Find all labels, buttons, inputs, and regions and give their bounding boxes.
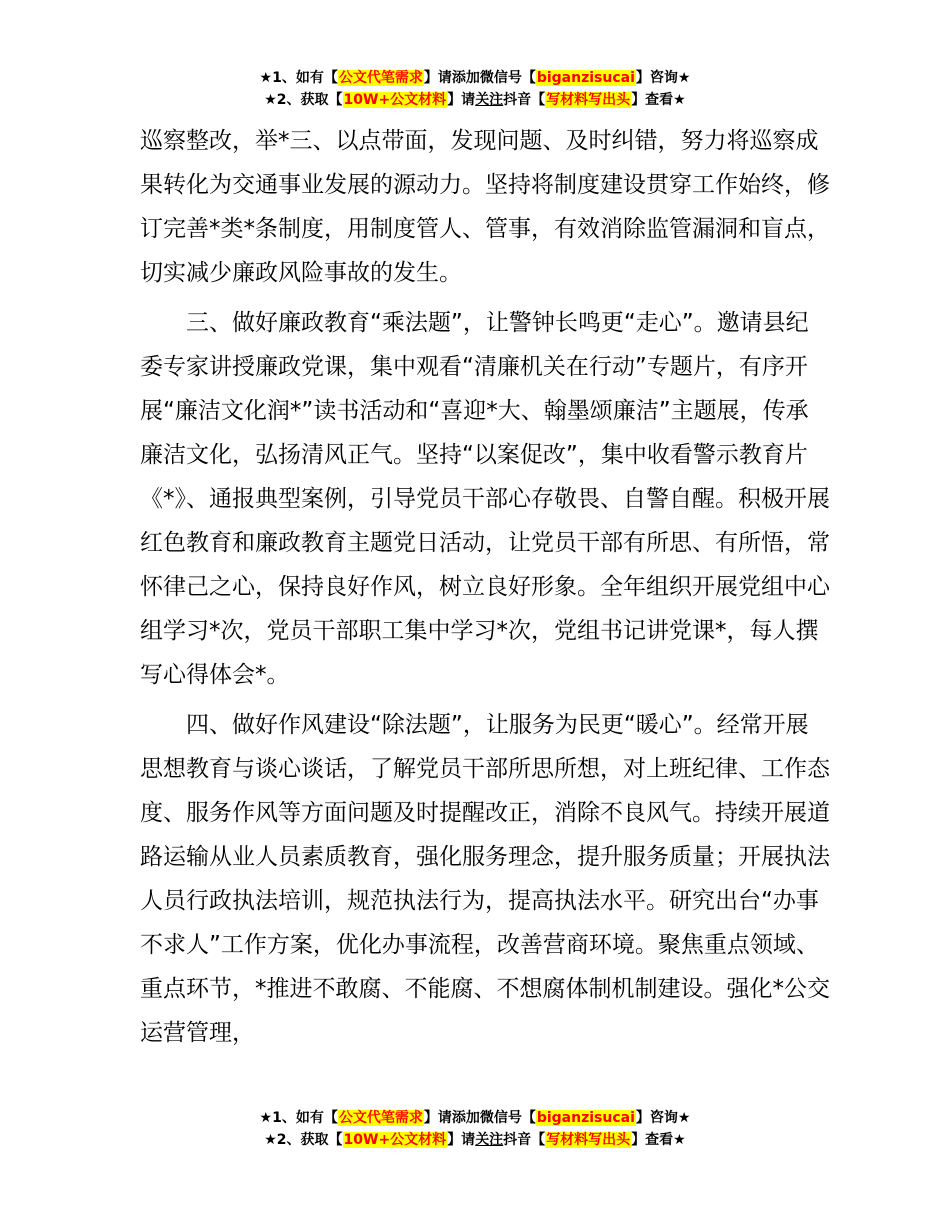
footer-line-1-mid: 】请添加微信号【 [423,1110,536,1126]
footer-line-2-suffix: 】查看★ [631,1132,686,1148]
header-line-1-prefix: ★1、如有【 [259,70,338,86]
header-banner [0,67,950,111]
paragraph-section-three: 三、做好廉政教育“乘法题”，让警钟长鸣更“走心”。邀请县纪委专家讲授廉政党课，集中观看“清廉机关在行动”专题片，有序开展“廉洁文化润*”读书活动和“喜迎*大、翰墨颂廉洁”主题展，传承廉洁文化，弘扬清风正气。坚持“以案促改”，集中收看警示教育片《*》、通报典型案例，引导党员干部心存敬畏、自警自醒。积极开展红色教育和廉政教育主题党日活动，让党员干部有所思、有所悟，常怀律己之心，保持良好作风，树立良好形象。全年组织开展党组中心组学习*次，党员干部职工集中学习*次，党组书记讲党课*，每人撰写心得体会*。 [140,310,830,688]
header-line-1-suffix: 】咨询★ [635,70,691,86]
footer-line-1-suffix: 】咨询★ [635,1110,691,1126]
footer-line-1 [0,1107,950,1129]
header-line-2-prefix: ★2、获取【 [264,92,343,108]
header-highlight-wechat-id: biganzisucai [536,70,635,86]
footer-follow-text: 关注 [475,1132,504,1148]
footer-highlight-materials: 10W+公文材料 [343,1132,447,1148]
header-line-2 [0,89,950,111]
header-follow-text: 关注 [475,92,504,108]
paragraph-section-four: 四、做好作风建设“除法题”，让服务为民更“暖心”。经常开展思想教育与谈心谈话，了解党员干部所思所想，对上班纪律、工作态度、服务作风等方面问题及时提醒改正，消除不良风气。持续开展道路运输从业人员素质教育，强化服务理念，提升服务质量；开展执法人员行政执法培训，规范执法行为，提高执法水平。研究出台“办事不求人”工作方案，优化办事流程，改善营商环境。聚焦重点领域、重点环节，*推进不敢腐、不能腐、不想腐体制机制建设。强化*公交运营管理， [140,712,830,1046]
header-line-2-suffix: 】查看★ [631,92,686,108]
footer-highlight-ghostwriting: 公文代笔需求 [338,1110,423,1126]
document-body [140,119,830,1055]
footer-highlight-wechat-id: biganzisucai [536,1110,635,1126]
paragraph-continued: 巡察整改，举*三、以点带面，发现问题、及时纠错，努力将巡察成果转化为交通事业发展的源动力。坚持将制度建设贯穿工作始终，修订完善*类*条制度，用制度管人、管事，有效消除监管漏洞和盲点，切实减少廉政风险事故的发生。 [140,128,830,286]
header-highlight-ghostwriting: 公文代笔需求 [338,70,423,86]
header-line-2-mid2: 抖音【 [503,92,546,108]
header-line-1 [0,67,950,89]
footer-line-1-prefix: ★1、如有【 [259,1110,338,1126]
header-highlight-materials: 10W+公文材料 [343,92,447,108]
footer-line-2-mid2: 抖音【 [503,1132,546,1148]
footer-line-2-prefix: ★2、获取【 [264,1132,343,1148]
footer-line-2-mid: 】请 [447,1132,476,1148]
footer-banner [0,1107,950,1151]
footer-line-2 [0,1129,950,1151]
header-line-1-mid: 】请添加微信号【 [423,70,536,86]
header-highlight-douyin: 写材料写出头 [546,92,631,108]
footer-highlight-douyin: 写材料写出头 [546,1132,631,1148]
header-line-2-mid: 】请 [447,92,476,108]
